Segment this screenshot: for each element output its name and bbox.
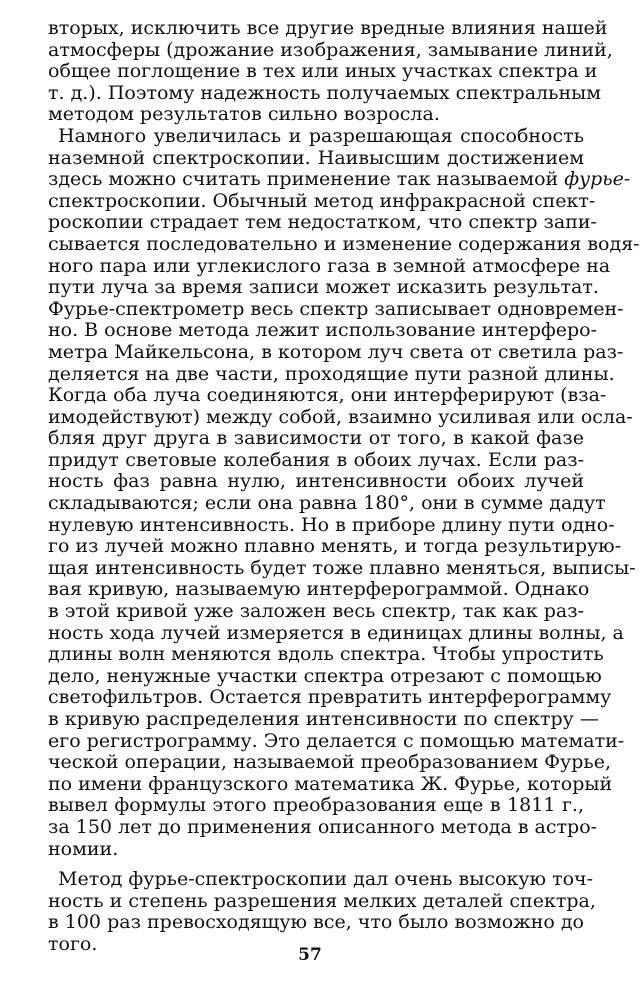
text-line: Намного увеличилась и разрешающая способность <box>58 124 584 147</box>
page-number: 57 <box>298 945 322 965</box>
text-line: вывел формулы этого преобразования еще в 1811 г., <box>48 794 584 817</box>
text-line: в 100 раз превосходящую все, что было возможно до <box>48 911 584 934</box>
text-line: ность фаз равна нулю, интенсивности обоих лучей <box>48 470 584 493</box>
text-line: деляется на две части, проходящие пути разной длины. <box>48 362 615 385</box>
text-line <box>48 168 631 191</box>
text-line: в этой кривой уже заложен весь спектр, так как раз- <box>48 600 584 623</box>
text-line: его регистрограмму. Это делается с помощью математи- <box>48 729 625 752</box>
text-line: бляя друг друга в зависимости от того, в какой фазе <box>48 427 584 450</box>
text-line: светофильтров. Остается превратить интерферограмму <box>48 686 612 709</box>
text-line: в кривую распределения интенсивности по спектру — <box>48 708 599 730</box>
paragraph-2 <box>0 124 640 860</box>
text-line: сывается последовательно и изменение содержания водя- <box>48 232 640 255</box>
text-line: за 150 лет до применения описанного метода в астро- <box>48 815 598 838</box>
text-line: ного пара или углекислого газа в земной атмосфере на <box>48 254 611 277</box>
text-line: Фурье-спектрометр весь спектр записывает одновремен- <box>48 297 624 320</box>
text-line: придут световые колебания в обоих лучах. Если раз- <box>48 448 584 471</box>
text-line: роскопии страдает тем недостатком, что спектр запи- <box>48 211 597 234</box>
text-line: спектроскопии. Обычный метод инфракрасной спект- <box>48 189 596 212</box>
text-line: вторых, исключить все другие вредные влияния нашей <box>48 17 608 39</box>
text-line-part: здесь можно считать применение так называемой <box>48 168 559 191</box>
text-line: нулевую интенсивность. Но в приборе длину пути одно- <box>48 513 615 536</box>
text-line: общее поглощение в тех или иных участках спектра и <box>48 60 598 83</box>
italic-term: фурье- <box>564 168 631 191</box>
text-line: того. <box>48 932 98 955</box>
text-line: го из лучей можно плавно менять, и тогда результирую- <box>48 535 622 558</box>
text-line: вая кривую, называемую интерферограммой. Однако <box>48 578 590 601</box>
text-line: наземной спектроскопии. Наивысшим достижением <box>48 146 584 169</box>
text-line: пути луча за время записи может исказить результат. <box>48 276 599 299</box>
text-line: длины волн меняются вдоль спектра. Чтобы упростить <box>48 643 604 666</box>
text-line: методом результатов сильно возросла. <box>48 103 440 126</box>
body-text <box>0 17 640 956</box>
text-line: номии. <box>48 837 119 860</box>
text-line: щая интенсивность будет тоже плавно меняться, выписы- <box>48 556 636 579</box>
text-line: по имени французского математика Ж. Фурье, который <box>48 772 613 795</box>
text-line: имодействуют) между собой, взаимно усиливая или осла- <box>48 405 633 428</box>
text-line: атмосферы (дрожание изображения, замывание линий, <box>48 38 613 61</box>
text-line: Метод фурье-спектроскопии дал очень высокую точ- <box>58 868 594 891</box>
paragraph-3 <box>0 869 620 955</box>
text-line: ческой операции, называемой преобразованием Фурье, <box>48 751 611 774</box>
text-line: но. В основе метода лежит использование интерферо- <box>48 319 598 342</box>
text-line: т. д.). Поэтому надежность получаемых спектральным <box>48 81 602 104</box>
paragraph-1 <box>0 18 620 126</box>
text-line: ность и степень разрешения мелких деталей спектра, <box>48 889 596 912</box>
text-line: Когда оба луча соединяются, они интерферируют (вза- <box>48 384 607 407</box>
text-line: метра Майкельсона, в котором луч света от светила раз- <box>48 340 624 363</box>
text-line: складываются; если она равна 180°, они в сумме дадут <box>48 492 606 515</box>
text-line: ность хода лучей измеряется в единицах длины волны, а <box>48 621 624 644</box>
text-line: дело, ненужные участки спектра отрезают с помощью <box>48 664 602 687</box>
